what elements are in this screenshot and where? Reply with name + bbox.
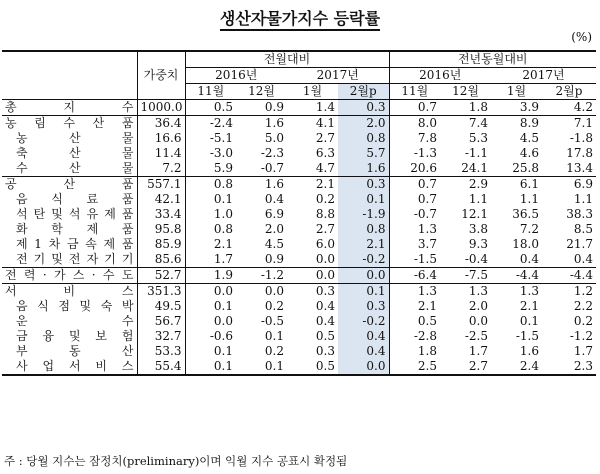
yoy-value-cell: -2.8 bbox=[389, 329, 440, 344]
mom-value-cell: 4.7 bbox=[315, 161, 335, 175]
table-row bbox=[2, 100, 596, 116]
mom-value-cell: 1.4 bbox=[287, 100, 338, 116]
mom-value-cell: -0.2 bbox=[338, 314, 389, 329]
yoy-2016-header: 2016년 bbox=[389, 68, 491, 84]
yoy-value-cell: 4.6 bbox=[519, 146, 539, 160]
mom-value-cell: 1.0 bbox=[213, 207, 233, 221]
yoy-value-cell: -4.4 bbox=[491, 268, 542, 284]
yoy-value-cell: 0.7 bbox=[389, 100, 440, 116]
table-row bbox=[2, 329, 596, 344]
mom-value-cell: 0.8 bbox=[213, 222, 233, 236]
mom-value-cell: 2.1 bbox=[287, 177, 338, 193]
row-label-text: 농 산 물 bbox=[16, 131, 134, 145]
mom-value-cell: 0.1 bbox=[185, 359, 236, 375]
mom-2016-header: 2016년 bbox=[185, 68, 287, 84]
yoy-value-cell: 1.3 bbox=[440, 284, 491, 300]
yoy-value-cell: -1.1 bbox=[464, 146, 488, 160]
mom-value-cell: 0.0 bbox=[236, 284, 287, 300]
yoy-value-cell: 7.4 bbox=[440, 116, 491, 132]
mom-value-cell: 0.0 bbox=[287, 268, 338, 284]
table-row bbox=[2, 299, 596, 314]
yoy-value-cell: -2.5 bbox=[464, 329, 488, 343]
mom-m11-header: 11월 bbox=[185, 84, 236, 100]
mom-value-cell: -1.9 bbox=[338, 207, 389, 222]
table-row bbox=[2, 131, 596, 146]
page-title: 생산자물가지수 등락률 bbox=[0, 6, 600, 29]
mom-value-cell: -2.3 bbox=[260, 146, 284, 160]
yoy-value-cell: 6.9 bbox=[542, 177, 596, 193]
weight-cell: 351.3 bbox=[137, 284, 185, 300]
row-label-text: 공 산 품 bbox=[5, 177, 134, 191]
yoy-value-cell: 5.3 bbox=[468, 131, 488, 145]
yoy-value-cell: 1.8 bbox=[440, 100, 491, 116]
row-label-text: 수 산 물 bbox=[16, 161, 134, 175]
row-label-text: 부 동 산 bbox=[16, 344, 134, 358]
yoy-value-cell: 0.2 bbox=[573, 314, 593, 328]
header-row-1 bbox=[2, 51, 596, 68]
mom-header: 전월대비 bbox=[185, 51, 389, 68]
mom-value-cell: 0.1 bbox=[213, 344, 233, 358]
yoy-value-cell: -4.4 bbox=[542, 268, 596, 284]
row-label-text: 전 력 · 가 스 · 수 도 bbox=[5, 268, 134, 282]
yoy-m2p-header: 2월p bbox=[542, 84, 596, 100]
yoy-value-cell: 1.1 bbox=[573, 192, 593, 206]
yoy-value-cell: 38.3 bbox=[566, 207, 593, 221]
table-row bbox=[2, 161, 596, 177]
mom-value-cell: 0.5 bbox=[287, 359, 338, 375]
row-label-text: 제 1 차 금 속 제 품 bbox=[16, 237, 134, 251]
weight-header: 가중치 bbox=[137, 51, 185, 100]
row-label bbox=[2, 146, 137, 161]
mom-value-cell: 0.3 bbox=[338, 100, 389, 116]
mom-value-cell: 5.0 bbox=[264, 131, 284, 145]
mom-value-cell: 0.9 bbox=[236, 100, 287, 116]
mom-value-cell: 2.1 bbox=[213, 237, 233, 251]
mom-value-cell: 1.6 bbox=[236, 116, 287, 132]
row-label bbox=[2, 207, 137, 222]
mom-value-cell: 2.0 bbox=[338, 116, 389, 132]
yoy-value-cell: 2.7 bbox=[440, 359, 491, 375]
weight-cell: 11.4 bbox=[137, 146, 185, 161]
yoy-value-cell: 0.4 bbox=[573, 252, 593, 266]
mom-value-cell: 0.3 bbox=[287, 284, 338, 300]
row-label-text: 음 식 점 및 숙 박 bbox=[16, 299, 134, 313]
mom-value-cell: 0.1 bbox=[264, 329, 284, 343]
yoy-value-cell: 20.6 bbox=[389, 161, 440, 177]
row-label bbox=[2, 237, 137, 252]
yoy-value-cell: 7.2 bbox=[519, 222, 539, 236]
yoy-value-cell: 4.2 bbox=[542, 100, 596, 116]
yoy-value-cell: 2.3 bbox=[542, 359, 596, 375]
mom-value-cell: 0.8 bbox=[185, 177, 236, 193]
yoy-value-cell: 2.9 bbox=[440, 177, 491, 193]
weight-cell: 49.5 bbox=[137, 299, 185, 314]
yoy-value-cell: 36.5 bbox=[512, 207, 539, 221]
table-row bbox=[2, 237, 596, 252]
row-label-text: 사 업 서 비 스 bbox=[16, 359, 134, 373]
yoy-value-cell: 6.1 bbox=[491, 177, 542, 193]
yoy-value-cell: 1.6 bbox=[519, 344, 539, 358]
mom-m1-header: 1월 bbox=[287, 84, 338, 100]
mom-value-cell: 0.1 bbox=[338, 192, 389, 207]
yoy-value-cell: -1.5 bbox=[515, 329, 539, 343]
yoy-value-cell: -1.8 bbox=[569, 131, 593, 145]
weight-cell: 557.1 bbox=[137, 177, 185, 193]
mom-value-cell: 8.8 bbox=[315, 207, 335, 221]
row-label bbox=[2, 252, 137, 268]
mom-value-cell: 0.0 bbox=[185, 284, 236, 300]
yoy-value-cell: 3.8 bbox=[468, 222, 488, 236]
row-label-text: 운 수 bbox=[16, 314, 134, 328]
row-label bbox=[2, 161, 137, 177]
row-label-text: 금 융 및 보 험 bbox=[16, 329, 134, 343]
table-row bbox=[2, 222, 596, 237]
table-row bbox=[2, 359, 596, 375]
table-row bbox=[2, 192, 596, 207]
yoy-value-cell: -1.5 bbox=[389, 252, 440, 268]
yoy-value-cell: 1.3 bbox=[491, 284, 542, 300]
yoy-value-cell: 12.1 bbox=[461, 207, 488, 221]
weight-cell: 36.4 bbox=[137, 116, 185, 132]
mom-value-cell: 4.1 bbox=[287, 116, 338, 132]
row-label bbox=[2, 116, 137, 132]
row-label bbox=[2, 344, 137, 359]
yoy-header: 전년동월대비 bbox=[389, 51, 596, 68]
row-label bbox=[2, 177, 137, 193]
yoy-value-cell: 24.1 bbox=[461, 161, 488, 175]
mom-value-cell: 0.5 bbox=[185, 100, 236, 116]
mom-value-cell: 1.6 bbox=[236, 177, 287, 193]
mom-value-cell: 6.3 bbox=[315, 146, 335, 160]
mom-value-cell: 2.1 bbox=[338, 237, 389, 252]
table-row bbox=[2, 146, 596, 161]
mom-value-cell: 0.1 bbox=[338, 284, 389, 300]
yoy-value-cell: 1.3 bbox=[389, 222, 440, 237]
row-label-text: 농 림 수 산 품 bbox=[5, 116, 134, 130]
mom-m12-header: 12월 bbox=[236, 84, 287, 100]
row-label-text: 총 지 수 bbox=[5, 100, 134, 114]
yoy-value-cell: 7.1 bbox=[542, 116, 596, 132]
mom-value-cell: 4.5 bbox=[264, 237, 284, 251]
row-label bbox=[2, 100, 137, 116]
mom-m2p-header: 2월p bbox=[338, 84, 389, 100]
yoy-value-cell: 25.8 bbox=[512, 161, 539, 175]
mom-value-cell: 0.1 bbox=[236, 359, 287, 375]
mom-value-cell: 0.4 bbox=[338, 329, 389, 344]
mom-value-cell: 0.0 bbox=[338, 268, 389, 284]
mom-value-cell: 2.7 bbox=[315, 222, 335, 236]
row-label bbox=[2, 284, 137, 300]
mom-value-cell: -0.6 bbox=[209, 329, 233, 343]
yoy-m1-header: 1월 bbox=[491, 84, 542, 100]
yoy-value-cell: -6.4 bbox=[389, 268, 440, 284]
yoy-value-cell: 0.7 bbox=[389, 192, 440, 207]
yoy-value-cell: 13.4 bbox=[566, 161, 593, 175]
mom-value-cell: 0.4 bbox=[315, 299, 335, 313]
mom-value-cell: 2.0 bbox=[264, 222, 284, 236]
weight-cell: 1000.0 bbox=[137, 100, 185, 116]
weight-cell: 85.6 bbox=[137, 252, 185, 268]
row-label-text: 음 식 료 품 bbox=[16, 192, 134, 206]
mom-value-cell: -2.4 bbox=[185, 116, 236, 132]
yoy-value-cell: 2.0 bbox=[468, 299, 488, 313]
mom-value-cell: 0.9 bbox=[264, 252, 284, 266]
mom-value-cell: -3.0 bbox=[209, 146, 233, 160]
table-row bbox=[2, 116, 596, 132]
mom-value-cell: -0.2 bbox=[338, 252, 389, 268]
table-row bbox=[2, 207, 596, 222]
mom-value-cell: 0.8 bbox=[338, 131, 389, 146]
yoy-2017-header: 2017년 bbox=[491, 68, 596, 84]
mom-value-cell: 0.2 bbox=[315, 192, 335, 206]
yoy-value-cell: -0.7 bbox=[389, 207, 440, 222]
yoy-value-cell: -1.2 bbox=[569, 329, 593, 343]
mom-value-cell: 0.2 bbox=[264, 299, 284, 313]
mom-value-cell: 0.4 bbox=[264, 192, 284, 206]
yoy-value-cell: -1.3 bbox=[389, 146, 440, 161]
weight-cell: 42.1 bbox=[137, 192, 185, 207]
unit-label: (%) bbox=[571, 30, 592, 44]
row-label bbox=[2, 359, 137, 375]
mom-value-cell: 0.3 bbox=[338, 299, 389, 314]
row-label-text: 전 기 및 전 자 기 기 bbox=[16, 252, 134, 266]
mom-value-cell: 0.4 bbox=[338, 344, 389, 359]
yoy-value-cell: 0.7 bbox=[389, 177, 440, 193]
mom-value-cell: 0.1 bbox=[213, 192, 233, 206]
mom-value-cell: 1.6 bbox=[338, 161, 389, 177]
table-row bbox=[2, 177, 596, 193]
row-label bbox=[2, 268, 137, 284]
mom-value-cell: 6.0 bbox=[315, 237, 335, 251]
yoy-value-cell: 2.5 bbox=[389, 359, 440, 375]
weight-cell: 56.7 bbox=[137, 314, 185, 329]
row-label-text: 석 탄 및 석 유 제 품 bbox=[16, 207, 134, 221]
yoy-value-cell: 1.3 bbox=[389, 284, 440, 300]
yoy-value-cell: 18.0 bbox=[512, 237, 539, 251]
row-label bbox=[2, 192, 137, 207]
row-label bbox=[2, 222, 137, 237]
row-label-text: 서 비 스 bbox=[5, 284, 134, 298]
table-row bbox=[2, 252, 596, 268]
yoy-value-cell: 17.8 bbox=[566, 146, 593, 160]
footnote: 주 : 당월 지수는 잠정치(preliminary)이며 익월 지수 공표시 확정됨 bbox=[4, 454, 348, 468]
yoy-value-cell: 8.9 bbox=[491, 116, 542, 132]
yoy-value-cell: 2.2 bbox=[573, 299, 593, 313]
yoy-value-cell: -7.5 bbox=[440, 268, 491, 284]
mom-value-cell: 5.9 bbox=[213, 161, 233, 175]
yoy-value-cell: 2.1 bbox=[519, 299, 539, 313]
weight-cell: 7.2 bbox=[137, 161, 185, 177]
mom-value-cell: 0.2 bbox=[264, 344, 284, 358]
weight-cell: 16.6 bbox=[137, 131, 185, 146]
yoy-value-cell: 2.4 bbox=[491, 359, 542, 375]
row-label bbox=[2, 314, 137, 329]
mom-value-cell: 0.3 bbox=[315, 344, 335, 358]
table-row bbox=[2, 314, 596, 329]
mom-value-cell: -1.2 bbox=[236, 268, 287, 284]
yoy-value-cell: 1.7 bbox=[468, 344, 488, 358]
yoy-value-cell: 2.1 bbox=[389, 299, 440, 314]
yoy-value-cell: 9.3 bbox=[468, 237, 488, 251]
mom-2017-header: 2017년 bbox=[287, 68, 389, 84]
mom-value-cell: 0.0 bbox=[213, 314, 233, 328]
yoy-value-cell: 1.2 bbox=[542, 284, 596, 300]
mom-value-cell: 6.9 bbox=[264, 207, 284, 221]
mom-value-cell: 1.7 bbox=[213, 252, 233, 266]
mom-value-cell: 0.5 bbox=[315, 329, 335, 343]
yoy-value-cell: 0.5 bbox=[389, 314, 440, 329]
mom-value-cell: 0.8 bbox=[338, 222, 389, 237]
weight-cell: 32.7 bbox=[137, 329, 185, 344]
mom-value-cell: 2.7 bbox=[315, 131, 335, 145]
yoy-value-cell: 0.1 bbox=[519, 314, 539, 328]
yoy-value-cell: 1.8 bbox=[389, 344, 440, 359]
mom-value-cell: 0.4 bbox=[315, 314, 335, 328]
yoy-value-cell: 1.1 bbox=[468, 192, 488, 206]
mom-value-cell: -0.5 bbox=[260, 314, 284, 328]
row-label bbox=[2, 131, 137, 146]
mom-value-cell: 1.9 bbox=[185, 268, 236, 284]
yoy-value-cell: 8.0 bbox=[389, 116, 440, 132]
weight-cell: 85.9 bbox=[137, 237, 185, 252]
weight-cell: 53.3 bbox=[137, 344, 185, 359]
weight-cell: 55.4 bbox=[137, 359, 185, 375]
mom-value-cell: -5.1 bbox=[209, 131, 233, 145]
mom-value-cell: 0.1 bbox=[213, 299, 233, 313]
yoy-value-cell: 1.7 bbox=[573, 344, 593, 358]
mom-value-cell: -0.7 bbox=[260, 161, 284, 175]
mom-value-cell: 0.0 bbox=[338, 359, 389, 375]
yoy-value-cell: 0.4 bbox=[519, 252, 539, 266]
weight-cell: 33.4 bbox=[137, 207, 185, 222]
table-row bbox=[2, 284, 596, 300]
yoy-value-cell: 7.8 bbox=[389, 131, 440, 146]
yoy-m12-header: 12월 bbox=[440, 84, 491, 100]
yoy-value-cell: 21.7 bbox=[566, 237, 593, 251]
yoy-value-cell: -0.4 bbox=[464, 252, 488, 266]
mom-value-cell: 0.0 bbox=[315, 252, 335, 266]
yoy-value-cell: 3.9 bbox=[491, 100, 542, 116]
row-label-text: 축 산 물 bbox=[16, 146, 134, 160]
mom-value-cell: 5.7 bbox=[338, 146, 389, 161]
row-label bbox=[2, 329, 137, 344]
mom-value-cell: 0.3 bbox=[338, 177, 389, 193]
weight-cell: 95.8 bbox=[137, 222, 185, 237]
table-row bbox=[2, 268, 596, 284]
yoy-value-cell: 0.0 bbox=[468, 314, 488, 328]
weight-cell: 52.7 bbox=[137, 268, 185, 284]
yoy-value-cell: 8.5 bbox=[573, 222, 593, 236]
yoy-value-cell: 1.1 bbox=[519, 192, 539, 206]
yoy-value-cell: 3.7 bbox=[389, 237, 440, 252]
yoy-m11-header: 11월 bbox=[389, 84, 440, 100]
row-label-text: 화 학 제 품 bbox=[16, 222, 134, 236]
yoy-value-cell: 4.5 bbox=[519, 131, 539, 145]
table-row bbox=[2, 344, 596, 359]
row-label bbox=[2, 299, 137, 314]
ppi-table bbox=[2, 50, 596, 376]
